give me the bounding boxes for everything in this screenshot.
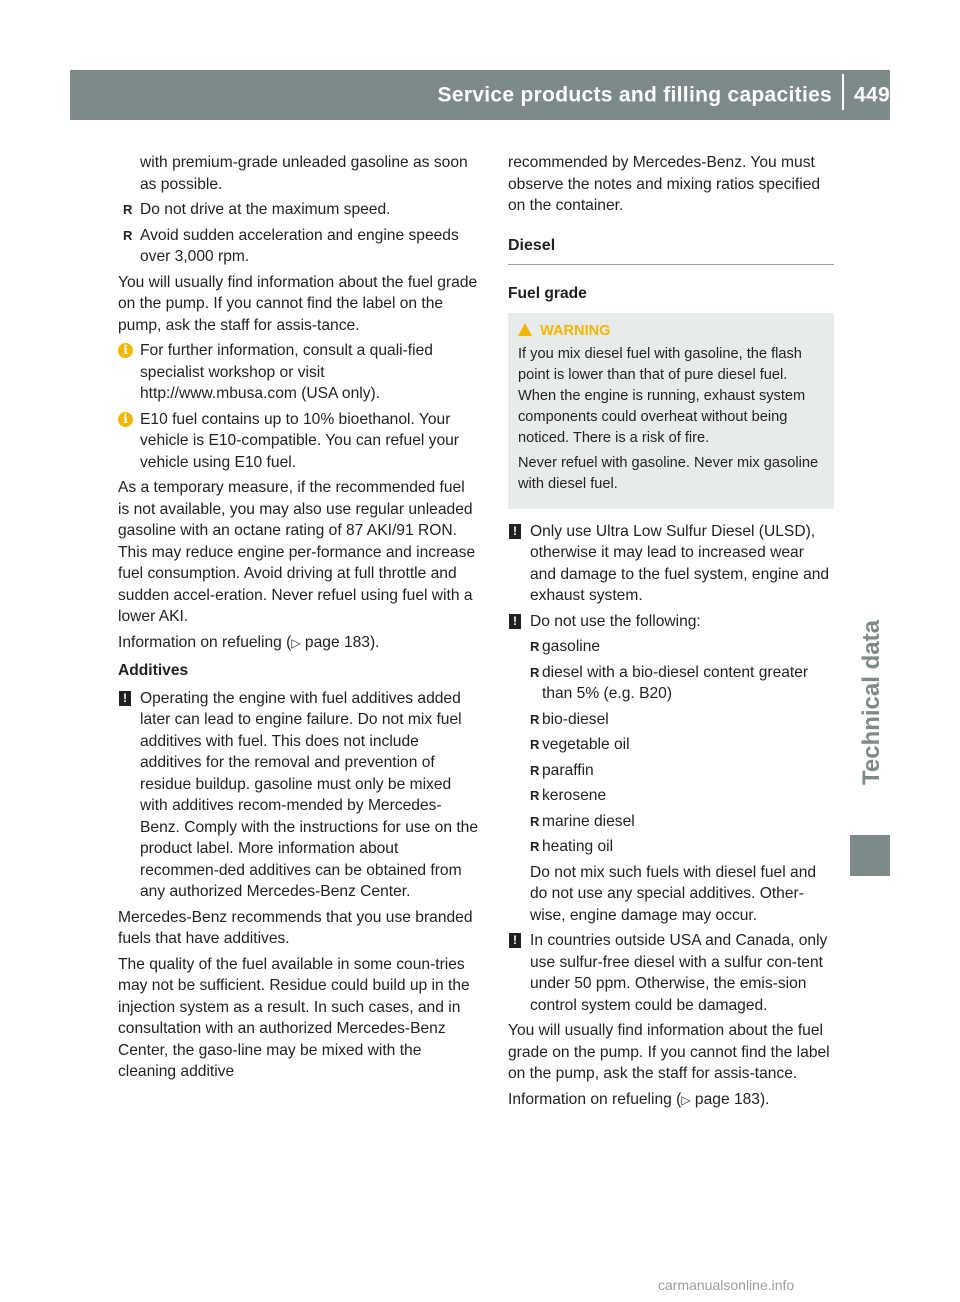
paragraph: with premium-grade unleaded gasoline as soon as possible. (140, 154, 468, 193)
list-item: R Do not drive at the maximum speed. (118, 199, 480, 221)
warning-box (508, 313, 834, 509)
side-tab-label: Technical data (858, 620, 885, 785)
watermark: carmanualsonline.info (658, 1277, 795, 1293)
page-reference (118, 632, 480, 655)
diesel-heading: Diesel (508, 235, 834, 266)
list-item: R kerosene (530, 785, 834, 807)
list-item: R Avoid sudden acceleration and engine speeds over 3,000 rpm. (118, 225, 480, 268)
header-separator (842, 74, 844, 110)
caution-text: Do not mix such fuels with diesel fuel and do not use any special additives. Other-wise, engine damage may occur. (530, 863, 817, 924)
caution-note (508, 930, 834, 1016)
info-text: E10 fuel contains up to 10% bioethanol. Your vehicle is E10-compatible. You can refuel your vehicle using E10 fuel. (140, 410, 459, 471)
reference-text: Information on refueling ( (508, 1090, 682, 1108)
page-number: 449 (854, 83, 890, 107)
caution-text: Only use Ultra Low Sulfur Diesel (ULSD), otherwise it may lead to increased wear and damage to the fuel system, engine and exhaust system. (530, 522, 830, 604)
paragraph: Mercedes-Benz recommends that you use branded fuels that have additives. (118, 908, 473, 947)
caution-note (508, 611, 834, 927)
exclamation-icon: ! (509, 524, 521, 539)
left-column (118, 152, 480, 1087)
info-text: For further information, consult a quali-fied specialist workshop or visit http://www.mbusa.com (USA only). (140, 342, 433, 402)
caution-text: Do not use the following: (530, 612, 701, 630)
page-header (438, 82, 890, 110)
list-item: R heating oil (530, 836, 834, 858)
list-item: R diesel with a bio-diesel content greater than 5% (e.g. B20) (530, 662, 834, 705)
exclamation-icon: ! (509, 614, 521, 629)
page-arrow-icon: ▷ (681, 1092, 691, 1107)
section-title: Service products and filling capacities (437, 83, 833, 107)
info-icon: i (118, 412, 133, 427)
list-item: R vegetable oil (530, 734, 834, 756)
list-item: R paraffin (530, 760, 834, 782)
paragraph: The quality of the fuel available in some coun-tries may not be sufficient. Residue could build up in the injection system as a result. In such cases, and in consultation with an authorized Mercedes-Benz Center, the gaso-line may be mixed with the cleaning additive (118, 955, 470, 1080)
paragraph: You will usually find information about the fuel grade on the pump. If you cannot find the label on the pump, ask the staff for assis-tance. (508, 1022, 830, 1082)
warning-text: Never refuel with gasoline. Never mix gasoline with diesel fuel. (518, 454, 819, 492)
reference-text: Information on refueling ( (118, 633, 292, 651)
list-item: R bio-diesel (530, 709, 834, 731)
paragraph: recommended by Mercedes-Benz. You must observe the notes and mixing ratios specified on the container. (508, 154, 821, 214)
exclamation-icon: ! (119, 691, 131, 706)
page-arrow-icon: ▷ (291, 635, 301, 650)
paragraph: As a temporary measure, if the recommended fuel is not available, you may also use regular unleaded gasoline with an octane rating of 87 AKI/91 RON. This may reduce engine per-formance and increase fuel consumption. Avoid driving at full throttle and sudden accel-eration. Never refuel using fuel with a lower AKI. (118, 479, 476, 625)
paragraph: You will usually find information about the fuel grade on the pump. If you cannot find the label on the pump, ask the staff for assis-tance. (118, 273, 478, 334)
info-note (118, 340, 480, 405)
warning-triangle-icon (518, 323, 532, 336)
forbidden-fuel-list (530, 636, 834, 858)
reference-link[interactable]: page 183). (690, 1090, 770, 1108)
info-icon: i (118, 343, 133, 358)
fuel-grade-heading: Fuel grade (508, 285, 587, 302)
side-tab-block (850, 835, 890, 876)
list-item: R marine diesel (530, 811, 834, 833)
additives-heading: Additives (118, 662, 189, 679)
caution-note (118, 688, 480, 903)
caution-text: In countries outside USA and Canada, only use sulfur-free diesel with a sulfur con-tent under 50 ppm. Otherwise, the emis-sion control system could be damaged. (530, 932, 828, 1014)
warning-text: If you mix diesel fuel with gasoline, the flash point is lower than that of pure diesel fuel. When the engine is running, exhaust system components could overheat without being noticed. There is a risk of fire. (518, 345, 806, 446)
info-note (118, 409, 480, 474)
page-reference (508, 1089, 834, 1112)
list-item: R gasoline (530, 636, 834, 658)
reference-link[interactable]: page 183). (300, 633, 380, 651)
exclamation-icon: ! (509, 933, 521, 948)
warning-title (518, 321, 824, 342)
right-column (508, 152, 834, 1115)
caution-text: Operating the engine with fuel additives added later can lead to engine failure. Do not mix fuel additives with fuel. This does not include additives for the removal and prevention of residue buildup. gasoline must only be mixed with additives recom-mended by Mercedes-Benz. Comply with the instructions for use on the product label. More information about recommen-ded additives can be obtained from any authorized Mercedes-Benz Center. (140, 689, 479, 900)
caution-note (508, 521, 834, 607)
warning-title-text: WARNING (540, 322, 611, 339)
